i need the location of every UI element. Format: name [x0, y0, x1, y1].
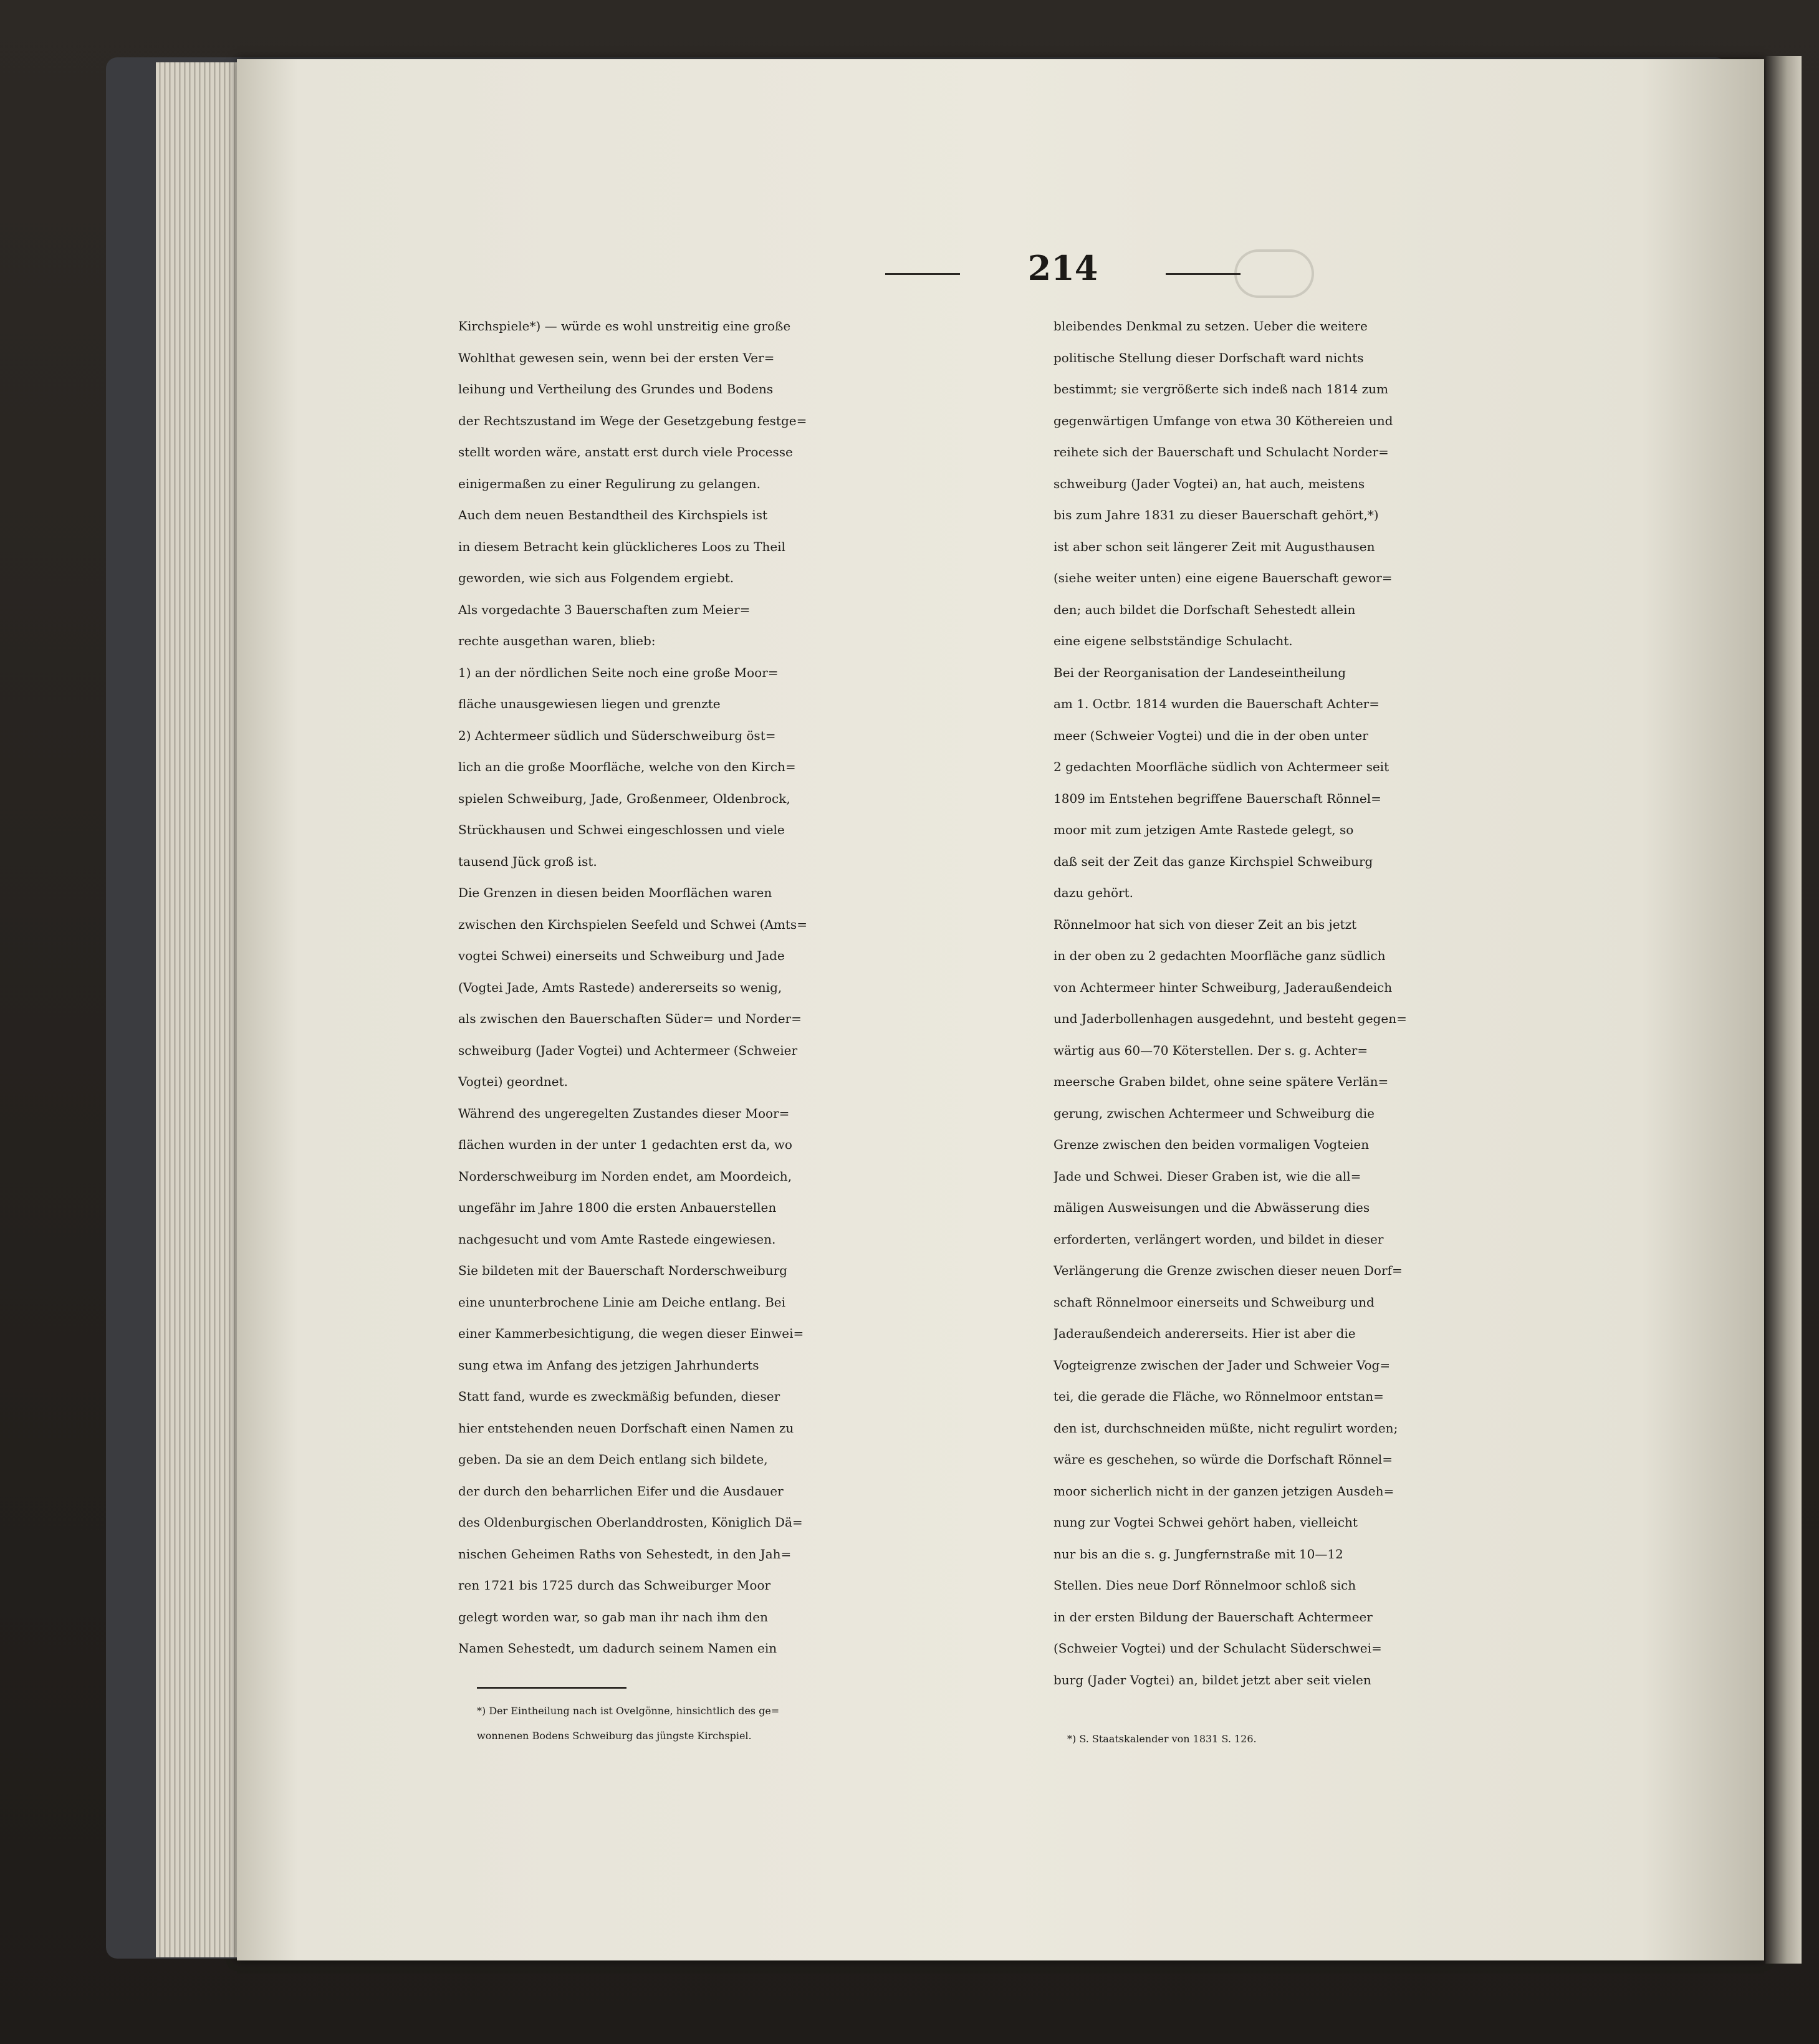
facing-page-edge — [1765, 56, 1802, 1964]
text-line: reihete sich der Bauerschaft und Schulacht Norder= — [1053, 444, 1389, 459]
text-line: ungefähr im Jahre 1800 die ersten Anbauerstellen — [458, 1200, 777, 1215]
text-line: wäre es geschehen, so würde die Dorfschaft Rönnel= — [1053, 1452, 1393, 1467]
text-line: fläche unausgewiesen liegen und grenzte — [458, 696, 721, 711]
text-line: gegenwärtigen Umfange von etwa 30 Köthereien und — [1053, 413, 1393, 428]
text-line: Jade und Schwei. Dieser Graben ist, wie die all= — [1053, 1168, 1361, 1184]
text-line: in diesem Betracht kein glücklicheres Loos zu Theil — [458, 539, 785, 554]
footnote-line: *) Der Eintheilung nach ist Ovelgönne, hinsichtlich des ge= — [477, 1705, 780, 1717]
text-line: Wohlthat gewesen sein, wenn bei der ersten Ver= — [458, 350, 775, 365]
text-line: schweiburg (Jader Vogtei) und Achtermeer (Schweier — [458, 1042, 798, 1058]
text-line: von Achtermeer hinter Schweiburg, Jaderaußendeich — [1053, 979, 1393, 995]
text-line: ren 1721 bis 1725 durch das Schweiburger Moor — [458, 1578, 771, 1593]
text-line: meersche Graben bildet, ohne seine spätere Verlän= — [1053, 1074, 1389, 1089]
text-line: burg (Jader Vogtei) an, bildet jetzt aber seit vielen — [1053, 1672, 1371, 1687]
text-line: Statt fand, wurde es zweckmäßig befunden, dieser — [458, 1389, 780, 1404]
text-line: tausend Jück groß ist. — [458, 853, 597, 869]
text-line: leihung und Vertheilung des Grundes und Bodens — [458, 381, 774, 396]
text-line: eine eigene selbstständige Schulacht. — [1053, 633, 1293, 648]
text-line: erforderten, verlängert worden, und bildet in dieser — [1053, 1231, 1384, 1247]
text-line: gerung, zwischen Achtermeer und Schweiburg die — [1053, 1105, 1375, 1121]
text-line: dazu gehört. — [1053, 885, 1134, 900]
text-line: bis zum Jahre 1831 zu dieser Bauerschaft gehört,*) — [1053, 507, 1379, 522]
show-through-ornament — [1234, 249, 1314, 298]
text-line: moor mit zum jetzigen Amte Rastede gelegt, so — [1053, 822, 1354, 837]
text-line: Grenze zwischen den beiden vormaligen Vogteien — [1053, 1137, 1370, 1152]
text-line: nung zur Vogtei Schwei gehört haben, vielleicht — [1053, 1515, 1358, 1530]
text-line: einer Kammerbesichtigung, die wegen dieser Einwei= — [458, 1326, 804, 1341]
text-line: den ist, durchschneiden müßte, nicht regulirt worden; — [1053, 1420, 1398, 1436]
text-line: geben. Da sie an dem Deich entlang sich bildete, — [458, 1452, 768, 1467]
text-line: nachgesucht und vom Amte Rastede eingewiesen. — [458, 1231, 776, 1247]
text-line: Verlängerung die Grenze zwischen dieser neuen Dorf= — [1053, 1263, 1403, 1278]
text-line: Die Grenzen in diesen beiden Moorflächen waren — [458, 885, 772, 900]
text-line: vogtei Schwei) einerseits und Schweiburg und Jade — [458, 948, 785, 963]
text-line: (Schweier Vogtei) und der Schulacht Süderschwei= — [1053, 1641, 1382, 1656]
text-line: (siehe weiter unten) eine eigene Bauerschaft gewor= — [1053, 570, 1393, 585]
text-line: Stellen. Dies neue Dorf Rönnelmoor schloß sich — [1053, 1578, 1356, 1593]
text-line: tei, die gerade die Fläche, wo Rönnelmoor entstan= — [1053, 1389, 1384, 1404]
text-line: nur bis an die s. g. Jungfernstraße mit 10—12 — [1053, 1546, 1343, 1562]
text-line: 2 gedachten Moorfläche südlich von Achtermeer seit — [1053, 759, 1389, 774]
text-line: wärtig aus 60—70 Köterstellen. Der s. g. Achter= — [1053, 1042, 1368, 1058]
text-line: 2) Achtermeer südlich und Süderschweiburg öst= — [458, 727, 776, 743]
text-line: 1809 im Entstehen begriffene Bauerschaft Rönnel= — [1053, 790, 1381, 806]
text-line: Norderschweiburg im Norden endet, am Moordeich, — [458, 1168, 792, 1184]
text-line: (Vogtei Jade, Amts Rastede) andererseits so wenig, — [458, 979, 782, 995]
text-line: bestimmt; sie vergrößerte sich indeß nach 1814 zum — [1053, 381, 1388, 396]
text-line: Strückhausen und Schwei eingeschlossen und viele — [458, 822, 785, 837]
text-line: lich an die große Moorfläche, welche von den Kirch= — [458, 759, 796, 774]
text-line: Jaderaußendeich andererseits. Hier ist aber die — [1053, 1326, 1356, 1341]
text-line: den; auch bildet die Dorfschaft Sehestedt allein — [1053, 602, 1356, 617]
text-line: mäligen Ausweisungen und die Abwässerung dies — [1053, 1200, 1370, 1215]
text-line: Sie bildeten mit der Bauerschaft Norderschweiburg — [458, 1263, 787, 1278]
text-line: Namen Sehestedt, um dadurch seinem Namen ein — [458, 1641, 777, 1656]
footnote-line: *) S. Staatskalender von 1831 S. 126. — [1067, 1733, 1257, 1745]
text-line: in der ersten Bildung der Bauerschaft Achtermeer — [1053, 1609, 1373, 1624]
text-line: Als vorgedachte 3 Bauerschaften zum Meier= — [458, 602, 751, 617]
text-line: nischen Geheimen Raths von Sehestedt, in den Jah= — [458, 1546, 792, 1562]
footnote-line: wonnenen Bodens Schweiburg das jüngste Kirchspiel. — [477, 1730, 752, 1742]
text-line: als zwischen den Bauerschaften Süder= und Norder= — [458, 1011, 802, 1026]
text-line: meer (Schweier Vogtei) und die in der oben unter — [1053, 727, 1368, 743]
text-line: bleibendes Denkmal zu setzen. Ueber die weitere — [1053, 319, 1368, 333]
text-line: der durch den beharrlichen Eifer und die Ausdauer — [458, 1483, 784, 1499]
text-line: Kirchspiele*) — würde es wohl unstreitig eine große — [458, 319, 791, 333]
text-line: zwischen den Kirchspielen Seefeld und Schwei (Amts= — [458, 916, 807, 932]
text-line: Bei der Reorganisation der Landeseintheilung — [1053, 665, 1346, 680]
page-edges — [156, 62, 243, 1957]
text-line: des Oldenburgischen Oberlanddrosten, Königlich Dä= — [458, 1515, 803, 1530]
text-line: gelegt worden war, so gab man ihr nach ihm den — [458, 1609, 769, 1624]
text-line: Während des ungeregelten Zustandes dieser Moor= — [458, 1105, 790, 1121]
text-line: Vogteigrenze zwischen der Jader und Schweier Vog= — [1053, 1357, 1391, 1373]
left-text-column — [458, 310, 1019, 1694]
footnote-separator — [477, 1687, 626, 1689]
text-line: schaft Rönnelmoor einerseits und Schweiburg und — [1053, 1294, 1375, 1310]
text-line: Vogtei) geordnet. — [458, 1074, 569, 1089]
text-line: Auch dem neuen Bestandtheil des Kirchspiels ist — [458, 507, 767, 522]
text-line: schweiburg (Jader Vogtei) an, hat auch, meistens — [1053, 476, 1365, 491]
text-line: 1) an der nördlichen Seite noch eine große Moor= — [458, 665, 779, 680]
text-line: politische Stellung dieser Dorfschaft ward nichts — [1053, 350, 1364, 365]
text-line: hier entstehenden neuen Dorfschaft einen Namen zu — [458, 1420, 794, 1436]
text-line: ist aber schon seit längerer Zeit mit Augusthausen — [1053, 539, 1375, 554]
text-line: stellt worden wäre, anstatt erst durch viele Processe — [458, 444, 793, 459]
text-line: sung etwa im Anfang des jetzigen Jahrhunderts — [458, 1357, 759, 1373]
page-number: 214 — [885, 248, 1241, 298]
text-line: moor sicherlich nicht in der ganzen jetzigen Ausdeh= — [1053, 1483, 1394, 1499]
text-line: und Jaderbollenhagen ausgedehnt, und besteht gegen= — [1053, 1011, 1407, 1026]
text-line: rechte ausgethan waren, blieb: — [458, 633, 656, 648]
text-line: der Rechtszustand im Wege der Gesetzgebung festge= — [458, 413, 807, 428]
text-line: flächen wurden in der unter 1 gedachten erst da, wo — [458, 1137, 792, 1152]
text-line: am 1. Octbr. 1814 wurden die Bauerschaft Achter= — [1053, 696, 1380, 711]
text-line: daß seit der Zeit das ganze Kirchspiel Schweiburg — [1053, 853, 1373, 869]
text-line: spielen Schweiburg, Jade, Großenmeer, Oldenbrock, — [458, 790, 790, 806]
left-footnote — [477, 1699, 1038, 1749]
right-footnote — [1067, 1727, 1628, 1752]
text-line: Rönnelmoor hat sich von dieser Zeit an bis jetzt — [1053, 916, 1357, 932]
text-line: einigermaßen zu einer Regulirung zu gelangen. — [458, 476, 761, 491]
text-line: geworden, wie sich aus Folgendem ergiebt. — [458, 570, 734, 585]
right-text-column — [1053, 310, 1615, 1694]
text-line: in der oben zu 2 gedachten Moorfläche ganz südlich — [1053, 948, 1386, 963]
text-line: eine ununterbrochene Linie am Deiche entlang. Bei — [458, 1294, 785, 1310]
